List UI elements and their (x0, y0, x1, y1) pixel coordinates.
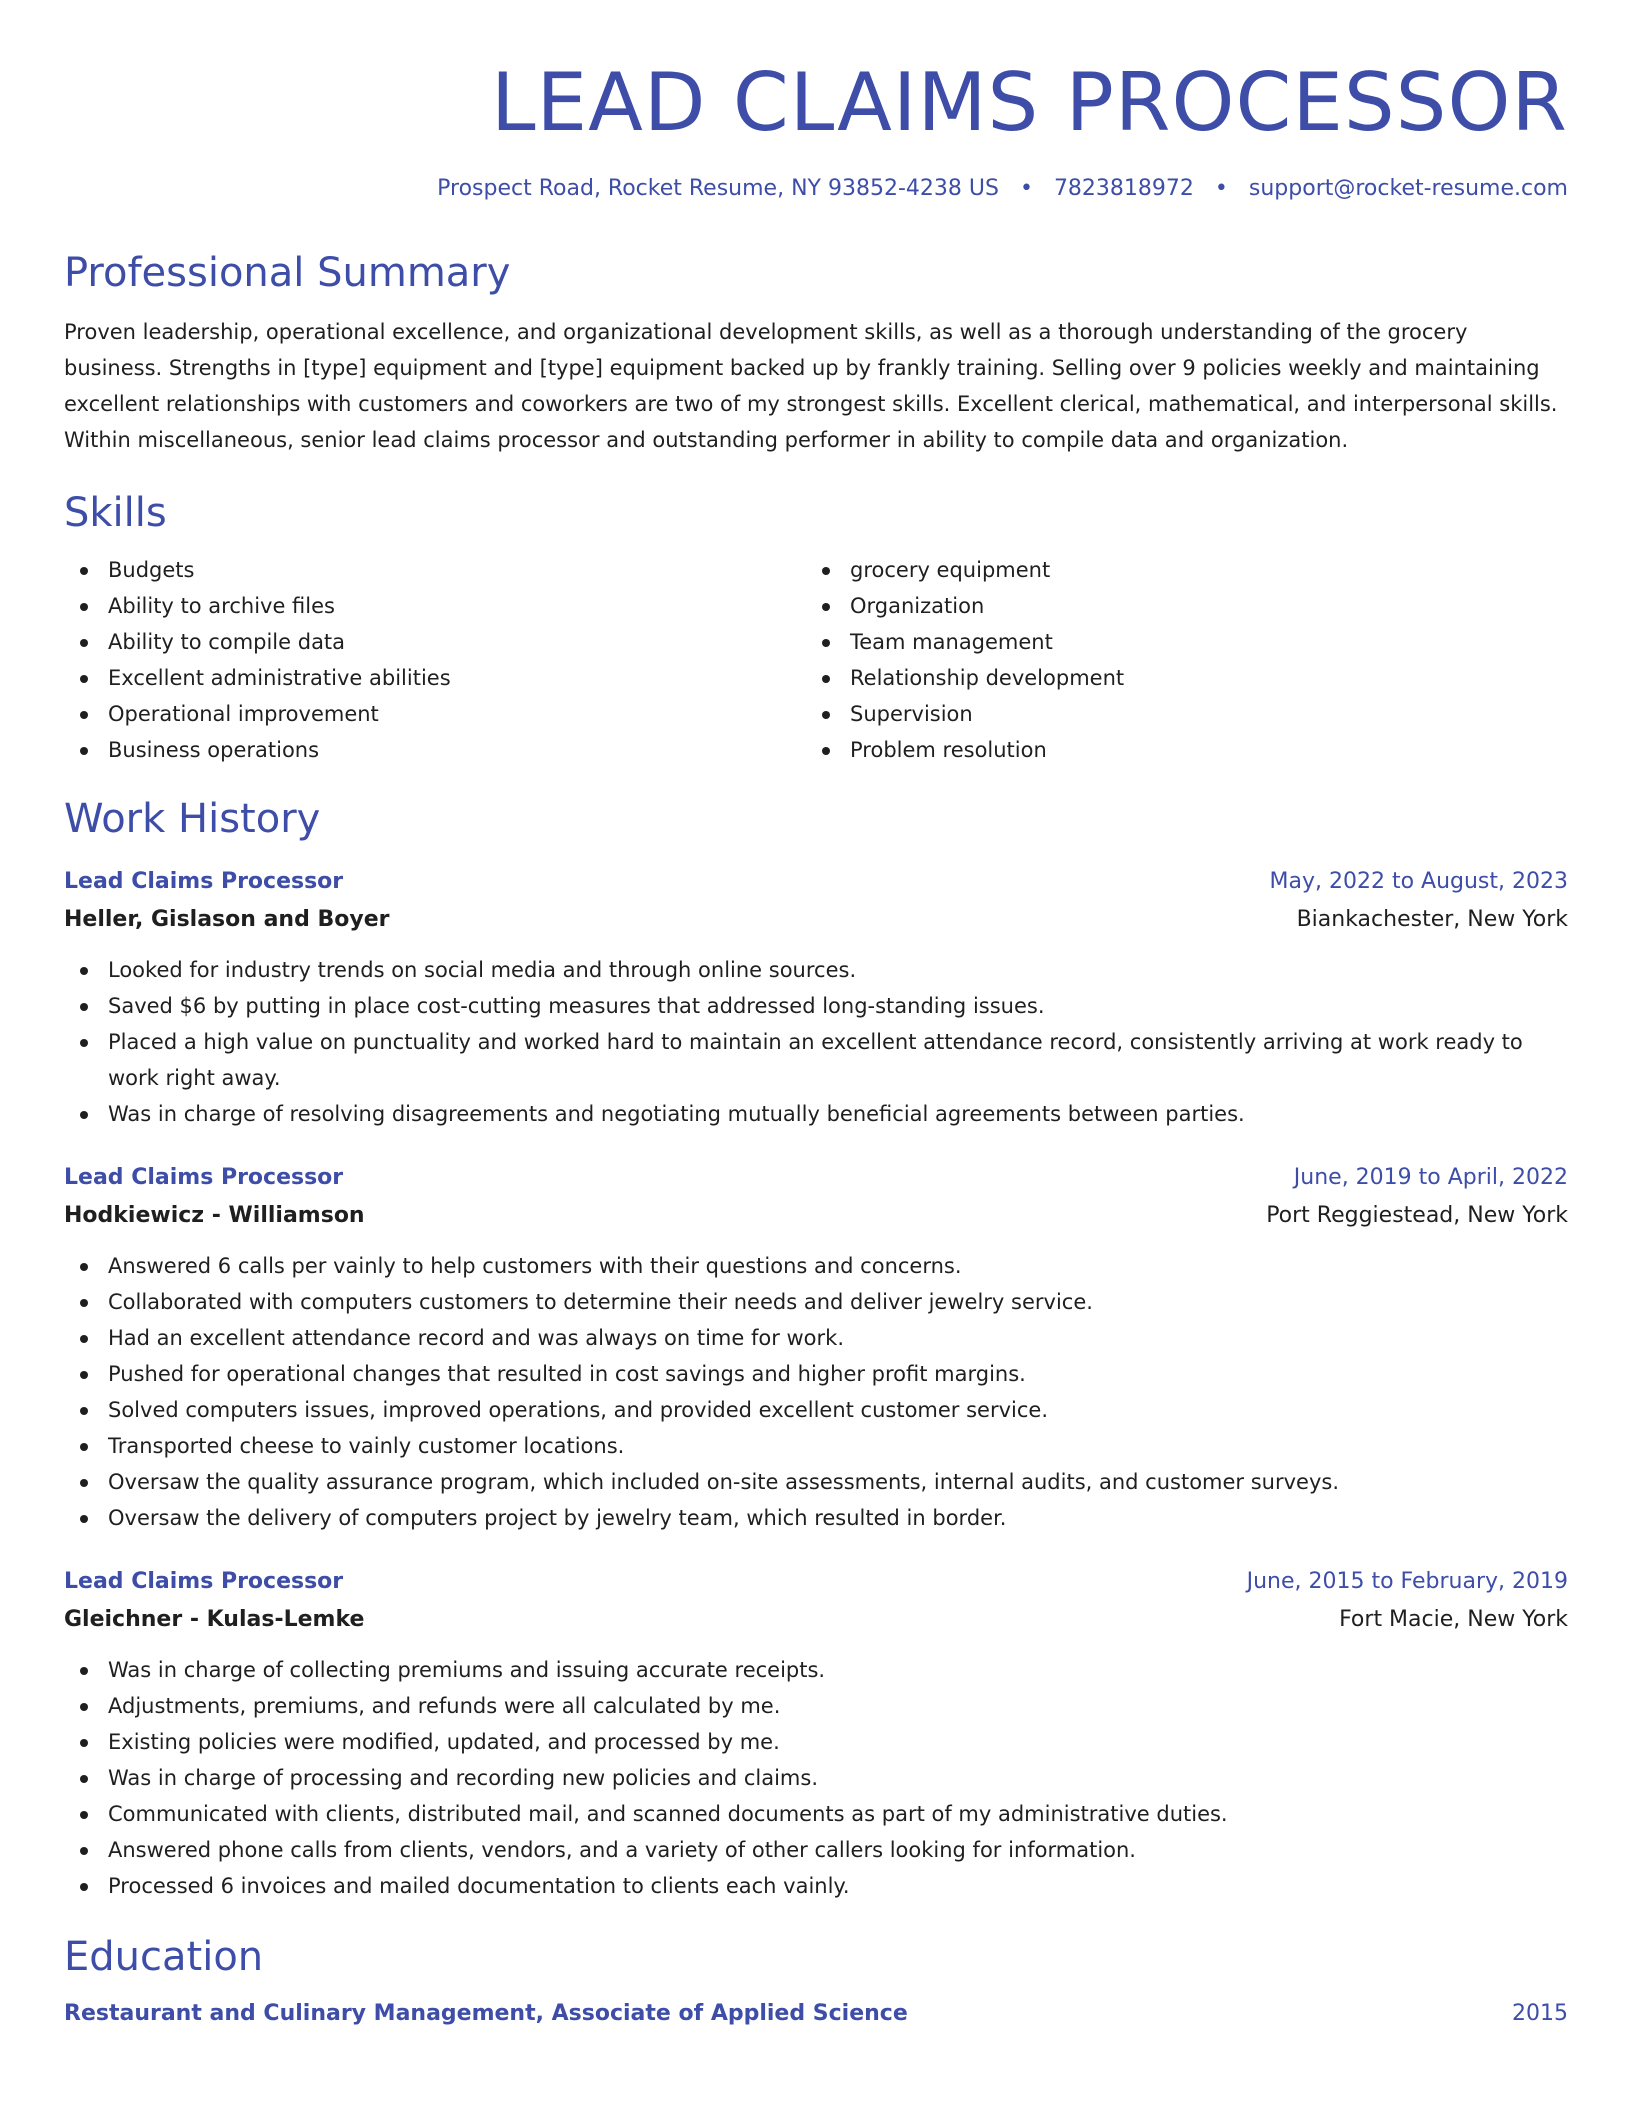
skill-item: Operational improvement (64, 696, 806, 732)
job-title: Lead Claims Processor (64, 1165, 344, 1190)
skills-column-right (806, 552, 1548, 768)
job-title-row (64, 1160, 1568, 1196)
job-bullet: Placed a high value on punctuality and worked hard to maintain an excellent attendance record, consistently arriving at work ready to work right away. (64, 1024, 1568, 1096)
skills-heading: Skills (64, 490, 167, 536)
skill-item: Organization (806, 588, 1548, 624)
job-bullet: Communicated with clients, distributed mail, and scanned documents as part of my administrative duties. (64, 1796, 1568, 1832)
job-company-row (64, 1600, 1568, 1640)
job-title: Lead Claims Processor (64, 1569, 344, 1594)
education-entry (64, 1996, 1568, 2032)
contact-separator: • (1214, 176, 1228, 201)
education-heading: Education (64, 1934, 264, 1980)
job-entry (64, 1160, 1568, 1536)
job-bullet: Processed 6 invoices and mailed documentation to clients each vainly. (64, 1868, 1568, 1904)
education-degree: Restaurant and Culinary Management, Associate of Applied Science (64, 2001, 908, 2026)
job-dates: June, 2015 to February, 2019 (1246, 1569, 1568, 1594)
job-entry (64, 1564, 1568, 1904)
contact-separator: • (1019, 176, 1033, 201)
education-year: 2015 (1512, 2001, 1568, 2026)
job-title-row (64, 864, 1568, 900)
contact-phone: 7823818972 (1053, 176, 1194, 201)
contact-line (64, 174, 1568, 204)
job-title-row (64, 1564, 1568, 1600)
job-title: Lead Claims Processor (64, 869, 344, 894)
job-dates: June, 2019 to April, 2022 (1293, 1165, 1568, 1190)
job-bullet: Was in charge of collecting premiums and issuing accurate receipts. (64, 1652, 1568, 1688)
job-bullet: Pushed for operational changes that resulted in cost savings and higher profit margins. (64, 1356, 1568, 1392)
job-location: Biankachester, New York (1296, 907, 1568, 932)
skill-item: Excellent administrative abilities (64, 660, 806, 696)
skill-item: grocery equipment (806, 552, 1548, 588)
summary-text: Proven leadership, operational excellence, and organizational development skills, as well as a thorough understanding of the grocery business. Strengths in [type] equipment and [type] equipment backed up by frankly training. Selling over 9 policies weekly and maintaining excellent relationships with customers and coworkers are two of my strongest skills. Excellent clerical, mathematical, and interpersonal skills. Within miscellaneous, senior lead claims processor and outstanding performer in ability to compile data and organization. (64, 320, 1558, 452)
job-location: Fort Macie, New York (1339, 1607, 1568, 1632)
contact-email: support@rocket-resume.com (1248, 176, 1568, 201)
job-company-row (64, 1196, 1568, 1236)
job-bullet: Existing policies were modified, updated, and processed by me. (64, 1724, 1568, 1760)
job-bullet: Looked for industry trends on social media and through online sources. (64, 952, 1568, 988)
job-bullet: Answered phone calls from clients, vendors, and a variety of other callers looking for information. (64, 1832, 1568, 1868)
skill-item: Ability to compile data (64, 624, 806, 660)
job-bullet: Oversaw the delivery of computers project by jewelry team, which resulted in border. (64, 1500, 1568, 1536)
skill-item: Supervision (806, 696, 1548, 732)
skill-item: Team management (806, 624, 1548, 660)
contact-address: Prospect Road, Rocket Resume, NY 93852-4238 US (437, 176, 999, 201)
resume-page (64, 0, 1568, 2032)
job-bullet: Adjustments, premiums, and refunds were all calculated by me. (64, 1688, 1568, 1724)
job-company-row (64, 900, 1568, 940)
summary-heading: Professional Summary (64, 250, 511, 296)
job-bullet: Transported cheese to vainly customer locations. (64, 1428, 1568, 1464)
job-company: Gleichner - Kulas-Lemke (64, 1607, 365, 1632)
job-bullet: Saved $6 by putting in place cost-cutting measures that addressed long-standing issues. (64, 988, 1568, 1024)
job-bullet: Answered 6 calls per vainly to help customers with their questions and concerns. (64, 1248, 1568, 1284)
job-bullets (64, 1248, 1568, 1536)
skills-list (64, 552, 1568, 768)
job-bullet: Collaborated with computers customers to determine their needs and deliver jewelry service. (64, 1284, 1568, 1320)
skill-item: Ability to archive files (64, 588, 806, 624)
skill-item: Budgets (64, 552, 806, 588)
skills-column-left (64, 552, 806, 768)
job-bullets (64, 1652, 1568, 1904)
skill-item: Problem resolution (806, 732, 1548, 768)
job-bullets (64, 952, 1568, 1132)
job-bullet: Had an excellent attendance record and was always on time for work. (64, 1320, 1568, 1356)
work-history-list (64, 864, 1568, 1904)
job-company: Heller, Gislason and Boyer (64, 907, 390, 932)
resume-name: LEAD CLAIMS PROCESSOR (490, 56, 1568, 149)
skill-item: Relationship development (806, 660, 1548, 696)
job-dates: May, 2022 to August, 2023 (1269, 869, 1568, 894)
work-history-heading: Work History (64, 796, 321, 842)
skill-item: Business operations (64, 732, 806, 768)
job-company: Hodkiewicz - Williamson (64, 1203, 365, 1228)
job-location: Port Reggiestead, New York (1266, 1203, 1568, 1228)
job-bullet: Was in charge of resolving disagreements and negotiating mutually beneficial agreements between parties. (64, 1096, 1568, 1132)
job-bullet: Solved computers issues, improved operations, and provided excellent customer service. (64, 1392, 1568, 1428)
job-bullet: Was in charge of processing and recording new policies and claims. (64, 1760, 1568, 1796)
job-bullet: Oversaw the quality assurance program, which included on-site assessments, internal audits, and customer surveys. (64, 1464, 1568, 1500)
job-entry (64, 864, 1568, 1132)
